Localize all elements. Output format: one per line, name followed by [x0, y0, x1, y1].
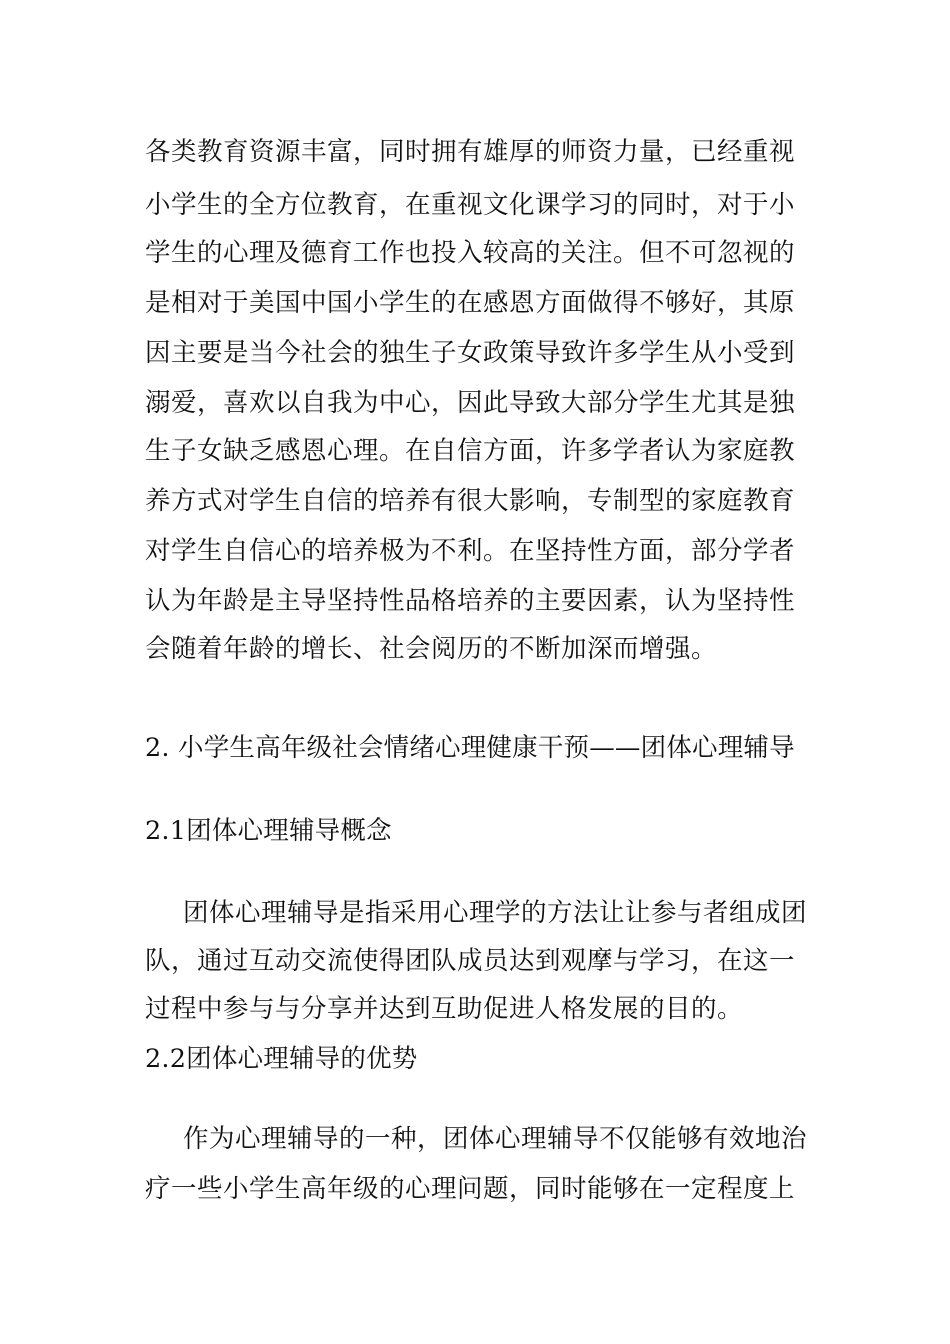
body-text-line: 队，通过互动交流使得团队成员达到观摩与学习，在这一	[145, 946, 796, 976]
body-text-line: 过程中参与与分享并达到互助促进人格发展的目的。	[145, 994, 744, 1024]
body-text-line: 团体心理辅导是指采用心理学的方法让让参与者组成团	[183, 898, 808, 928]
body-text-line: 养方式对学生自信的培养有很大影响，专制型的家庭教育	[145, 486, 796, 516]
body-text-line: 各类教育资源丰富，同时拥有雄厚的师资力量，已经重视	[145, 137, 796, 167]
body-text-line: 对学生自信心的培养极为不利。在坚持性方面，部分学者	[145, 536, 796, 566]
body-text-line: 小学生的全方位教育，在重视文化课学习的同时，对于小	[145, 190, 796, 220]
body-text-line: 因主要是当今社会的独生子女政策导致许多学生从小受到	[145, 338, 796, 368]
body-text-line: 认为年龄是主导坚持性品格培养的主要因素，认为坚持性	[145, 586, 796, 616]
body-text-line: 疗一些小学生高年级的心理问题，同时能够在一定程度上	[145, 1174, 796, 1204]
body-text-line: 溺爱，喜欢以自我为中心，因此导致大部分学生尤其是独	[145, 388, 796, 418]
subsection-heading: 2.2团体心理辅导的优势	[145, 1044, 418, 1074]
body-text-line: 生子女缺乏感恩心理。在自信方面，许多学者认为家庭教	[145, 436, 796, 466]
subsection-heading: 2.1团体心理辅导概念	[145, 816, 392, 846]
body-text-line: 是相对于美国中国小学生的在感恩方面做得不够好，其原	[145, 288, 796, 318]
body-text-line: 会随着年龄的增长、社会阅历的不断加深而增强。	[145, 634, 718, 664]
section-heading: 2. 小学生高年级社会情绪心理健康干预——团体心理辅导	[145, 733, 795, 763]
body-text-line: 作为心理辅导的一种，团体心理辅导不仅能够有效地治	[183, 1124, 808, 1154]
body-text-line: 学生的心理及德育工作也投入较高的关注。但不可忽视的	[145, 238, 796, 268]
